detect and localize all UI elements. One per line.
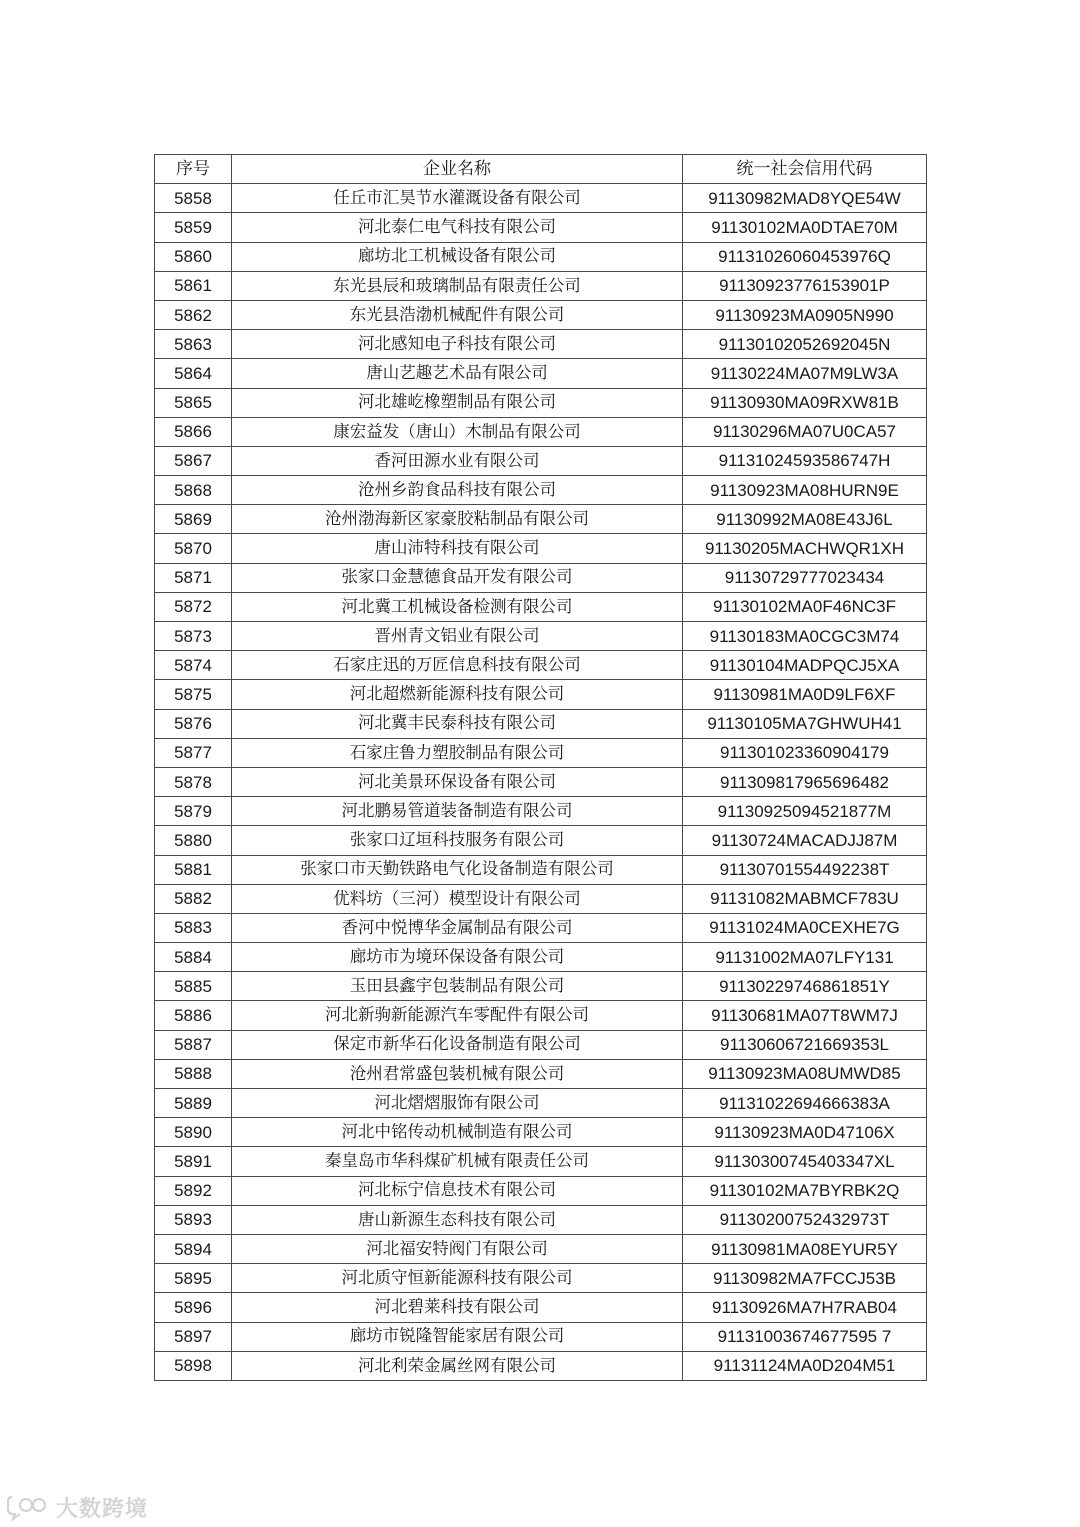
seq-cell: 5893 bbox=[155, 1205, 232, 1234]
credit-code-cell: 91130923MA08UMWD85 bbox=[683, 1059, 927, 1088]
company-name-cell: 唐山沛特科技有限公司 bbox=[232, 534, 683, 563]
credit-code-cell: 91130681MA07T8WM7J bbox=[683, 1001, 927, 1030]
table-row bbox=[155, 1322, 927, 1351]
company-name-cell: 东光县辰和玻璃制品有限责任公司 bbox=[232, 271, 683, 300]
seq-cell: 5869 bbox=[155, 505, 232, 534]
seq-cell: 5880 bbox=[155, 826, 232, 855]
credit-code-cell: 91130205MACHWQR1XH bbox=[683, 534, 927, 563]
seq-cell: 5858 bbox=[155, 184, 232, 213]
table-row bbox=[155, 271, 927, 300]
speech-bubble-logo-icon bbox=[6, 1493, 52, 1521]
credit-code-cell: 91131022694666383A bbox=[683, 1089, 927, 1118]
seq-cell: 5897 bbox=[155, 1322, 232, 1351]
table-row bbox=[155, 1030, 927, 1059]
table-row bbox=[155, 826, 927, 855]
table-row bbox=[155, 388, 927, 417]
watermark-text: 大数跨境 bbox=[56, 1496, 149, 1522]
credit-code-cell: 911301023360904179 bbox=[683, 738, 927, 767]
company-name-cell: 河北福安特阀门有限公司 bbox=[232, 1234, 683, 1263]
company-name-cell: 香河中悦博华金属制品有限公司 bbox=[232, 913, 683, 942]
credit-code-cell: 91130300745403347XL bbox=[683, 1147, 927, 1176]
seq-cell: 5874 bbox=[155, 651, 232, 680]
seq-cell: 5875 bbox=[155, 680, 232, 709]
company-name-cell: 河北冀工机械设备检测有限公司 bbox=[232, 592, 683, 621]
credit-code-cell: 91130926MA7H7RAB04 bbox=[683, 1293, 927, 1322]
table-row bbox=[155, 446, 927, 475]
company-name-cell: 河北感知电子科技有限公司 bbox=[232, 330, 683, 359]
company-name-cell: 河北新驹新能源汽车零配件有限公司 bbox=[232, 1001, 683, 1030]
company-name-cell: 河北中铭传动机械制造有限公司 bbox=[232, 1118, 683, 1147]
credit-code-cell: 91130606721669353L bbox=[683, 1030, 927, 1059]
table-row bbox=[155, 359, 927, 388]
credit-code-cell: 91130992MA08E43J6L bbox=[683, 505, 927, 534]
table-row bbox=[155, 1001, 927, 1030]
seq-cell: 5873 bbox=[155, 622, 232, 651]
credit-code-cell: 91130923776153901P bbox=[683, 271, 927, 300]
seq-cell: 5866 bbox=[155, 417, 232, 446]
header-code: 统一社会信用代码 bbox=[683, 155, 927, 184]
seq-cell: 5862 bbox=[155, 300, 232, 329]
table-row bbox=[155, 1205, 927, 1234]
seq-cell: 5886 bbox=[155, 1001, 232, 1030]
seq-cell: 5860 bbox=[155, 242, 232, 271]
company-name-cell: 石家庄鲁力塑胶制品有限公司 bbox=[232, 738, 683, 767]
credit-code-cell: 91131026060453976Q bbox=[683, 242, 927, 271]
company-name-cell: 秦皇岛市华科煤矿机械有限责任公司 bbox=[232, 1147, 683, 1176]
credit-code-cell: 91130981MA0D9LF6XF bbox=[683, 680, 927, 709]
watermark bbox=[6, 1490, 148, 1524]
credit-code-cell: 91131124MA0D204M51 bbox=[683, 1351, 927, 1380]
company-name-cell: 张家口辽垣科技服务有限公司 bbox=[232, 826, 683, 855]
seq-cell: 5881 bbox=[155, 855, 232, 884]
seq-cell: 5885 bbox=[155, 972, 232, 1001]
table-row bbox=[155, 1118, 927, 1147]
credit-code-cell: 91130729777023434 bbox=[683, 563, 927, 592]
seq-cell: 5867 bbox=[155, 446, 232, 475]
table-row bbox=[155, 913, 927, 942]
seq-cell: 5877 bbox=[155, 738, 232, 767]
company-name-cell: 沧州君常盛包装机械有限公司 bbox=[232, 1059, 683, 1088]
table-row bbox=[155, 563, 927, 592]
credit-code-cell: 91130923MA0D47106X bbox=[683, 1118, 927, 1147]
company-name-cell: 玉田县鑫宇包装制品有限公司 bbox=[232, 972, 683, 1001]
credit-code-cell: 91130102052692045N bbox=[683, 330, 927, 359]
seq-cell: 5887 bbox=[155, 1030, 232, 1059]
seq-cell: 5861 bbox=[155, 271, 232, 300]
table-row bbox=[155, 855, 927, 884]
seq-cell: 5865 bbox=[155, 388, 232, 417]
table-row bbox=[155, 417, 927, 446]
credit-code-cell: 91130102MA7BYRBK2Q bbox=[683, 1176, 927, 1205]
company-name-cell: 石家庄迅的万匠信息科技有限公司 bbox=[232, 651, 683, 680]
credit-code-cell: 91130102MA0F46NC3F bbox=[683, 592, 927, 621]
seq-cell: 5878 bbox=[155, 767, 232, 796]
table-row bbox=[155, 184, 927, 213]
credit-code-cell: 91130229746861851Y bbox=[683, 972, 927, 1001]
seq-cell: 5890 bbox=[155, 1118, 232, 1147]
table-row bbox=[155, 1293, 927, 1322]
seq-cell: 5889 bbox=[155, 1089, 232, 1118]
table-row bbox=[155, 943, 927, 972]
credit-code-cell: 91130296MA07U0CA57 bbox=[683, 417, 927, 446]
company-name-cell: 张家口市天勤铁路电气化设备制造有限公司 bbox=[232, 855, 683, 884]
seq-cell: 5882 bbox=[155, 884, 232, 913]
header-name: 企业名称 bbox=[232, 155, 683, 184]
seq-cell: 5894 bbox=[155, 1234, 232, 1263]
company-name-cell: 张家口金慧德食品开发有限公司 bbox=[232, 563, 683, 592]
table-row bbox=[155, 300, 927, 329]
company-name-cell: 香河田源水业有限公司 bbox=[232, 446, 683, 475]
table-row bbox=[155, 797, 927, 826]
company-name-cell: 任丘市汇昊节水灌溉设备有限公司 bbox=[232, 184, 683, 213]
table-row bbox=[155, 767, 927, 796]
table-row bbox=[155, 534, 927, 563]
table-row bbox=[155, 738, 927, 767]
credit-code-cell: 91131082MABMCF783U bbox=[683, 884, 927, 913]
table-header-row bbox=[155, 155, 927, 184]
credit-code-cell: 91130102MA0DTAE70M bbox=[683, 213, 927, 242]
seq-cell: 5872 bbox=[155, 592, 232, 621]
table-row bbox=[155, 1059, 927, 1088]
seq-cell: 5883 bbox=[155, 913, 232, 942]
table-row bbox=[155, 330, 927, 359]
seq-cell: 5892 bbox=[155, 1176, 232, 1205]
credit-code-cell: 91130923MA0905N990 bbox=[683, 300, 927, 329]
credit-code-cell: 91130200752432973T bbox=[683, 1205, 927, 1234]
seq-cell: 5876 bbox=[155, 709, 232, 738]
credit-code-cell: 911309817965696482 bbox=[683, 767, 927, 796]
table-row bbox=[155, 476, 927, 505]
seq-cell: 5864 bbox=[155, 359, 232, 388]
seq-cell: 5888 bbox=[155, 1059, 232, 1088]
table-row bbox=[155, 213, 927, 242]
company-name-cell: 保定市新华石化设备制造有限公司 bbox=[232, 1030, 683, 1059]
seq-cell: 5859 bbox=[155, 213, 232, 242]
seq-cell: 5895 bbox=[155, 1264, 232, 1293]
table-row bbox=[155, 972, 927, 1001]
seq-cell: 5891 bbox=[155, 1147, 232, 1176]
company-name-cell: 河北冀丰民泰科技有限公司 bbox=[232, 709, 683, 738]
company-name-cell: 廊坊市为境环保设备有限公司 bbox=[232, 943, 683, 972]
company-name-cell: 廊坊市锐隆智能家居有限公司 bbox=[232, 1322, 683, 1351]
company-name-cell: 东光县浩渤机械配件有限公司 bbox=[232, 300, 683, 329]
credit-code-cell: 91130104MADPQCJ5XA bbox=[683, 651, 927, 680]
credit-code-cell: 91130724MACADJJ87M bbox=[683, 826, 927, 855]
header-seq: 序号 bbox=[155, 155, 232, 184]
credit-code-cell: 91130183MA0CGC3M74 bbox=[683, 622, 927, 651]
company-name-cell: 河北熠熠服饰有限公司 bbox=[232, 1089, 683, 1118]
company-name-cell: 河北雄屹橡塑制品有限公司 bbox=[232, 388, 683, 417]
company-name-cell: 廊坊北工机械设备有限公司 bbox=[232, 242, 683, 271]
company-name-cell: 沧州渤海新区家豪胶粘制品有限公司 bbox=[232, 505, 683, 534]
table-row bbox=[155, 1234, 927, 1263]
company-name-cell: 河北碧莱科技有限公司 bbox=[232, 1293, 683, 1322]
company-name-cell: 康宏益发（唐山）木制品有限公司 bbox=[232, 417, 683, 446]
table-row bbox=[155, 651, 927, 680]
credit-code-cell: 91130981MA08EYUR5Y bbox=[683, 1234, 927, 1263]
seq-cell: 5884 bbox=[155, 943, 232, 972]
company-name-cell: 河北泰仁电气科技有限公司 bbox=[232, 213, 683, 242]
seq-cell: 5870 bbox=[155, 534, 232, 563]
company-name-cell: 河北超燃新能源科技有限公司 bbox=[232, 680, 683, 709]
table-row bbox=[155, 1176, 927, 1205]
credit-code-cell: 91130923MA08HURN9E bbox=[683, 476, 927, 505]
seq-cell: 5871 bbox=[155, 563, 232, 592]
company-name-cell: 唐山艺趣艺术品有限公司 bbox=[232, 359, 683, 388]
table-row bbox=[155, 592, 927, 621]
company-name-cell: 唐山新源生态科技有限公司 bbox=[232, 1205, 683, 1234]
credit-code-cell: 91130982MA7FCCJ53B bbox=[683, 1264, 927, 1293]
company-name-cell: 优料坊（三河）模型设计有限公司 bbox=[232, 884, 683, 913]
seq-cell: 5896 bbox=[155, 1293, 232, 1322]
table-row bbox=[155, 1089, 927, 1118]
table-row bbox=[155, 505, 927, 534]
company-name-cell: 沧州乡韵食品科技有限公司 bbox=[232, 476, 683, 505]
credit-code-cell: 91130105MA7GHWUH41 bbox=[683, 709, 927, 738]
credit-code-cell: 91130982MAD8YQE54W bbox=[683, 184, 927, 213]
table-row bbox=[155, 242, 927, 271]
company-name-cell: 河北鹏易管道装备制造有限公司 bbox=[232, 797, 683, 826]
seq-cell: 5898 bbox=[155, 1351, 232, 1380]
table-row bbox=[155, 1264, 927, 1293]
company-name-cell: 河北利荣金属丝网有限公司 bbox=[232, 1351, 683, 1380]
table-row bbox=[155, 1351, 927, 1380]
table-row bbox=[155, 680, 927, 709]
table-row bbox=[155, 1147, 927, 1176]
enterprise-registry-table bbox=[154, 154, 927, 1381]
table-row bbox=[155, 709, 927, 738]
credit-code-cell: 91131024593586747H bbox=[683, 446, 927, 475]
credit-code-cell: 91131024MA0CEXHE7G bbox=[683, 913, 927, 942]
seq-cell: 5868 bbox=[155, 476, 232, 505]
credit-code-cell: 91131002MA07LFY131 bbox=[683, 943, 927, 972]
table-body bbox=[155, 184, 927, 1381]
table-row bbox=[155, 884, 927, 913]
company-name-cell: 河北质守恒新能源科技有限公司 bbox=[232, 1264, 683, 1293]
credit-code-cell: 91130701554492238T bbox=[683, 855, 927, 884]
credit-code-cell: 91130925094521877M bbox=[683, 797, 927, 826]
company-name-cell: 晋州青文铝业有限公司 bbox=[232, 622, 683, 651]
table-row bbox=[155, 622, 927, 651]
seq-cell: 5863 bbox=[155, 330, 232, 359]
company-name-cell: 河北标宁信息技术有限公司 bbox=[232, 1176, 683, 1205]
credit-code-cell: 91130930MA09RXW81B bbox=[683, 388, 927, 417]
company-name-cell: 河北美景环保设备有限公司 bbox=[232, 767, 683, 796]
credit-code-cell: 91131003674677595 7 bbox=[683, 1322, 927, 1351]
credit-code-cell: 91130224MA07M9LW3A bbox=[683, 359, 927, 388]
seq-cell: 5879 bbox=[155, 797, 232, 826]
